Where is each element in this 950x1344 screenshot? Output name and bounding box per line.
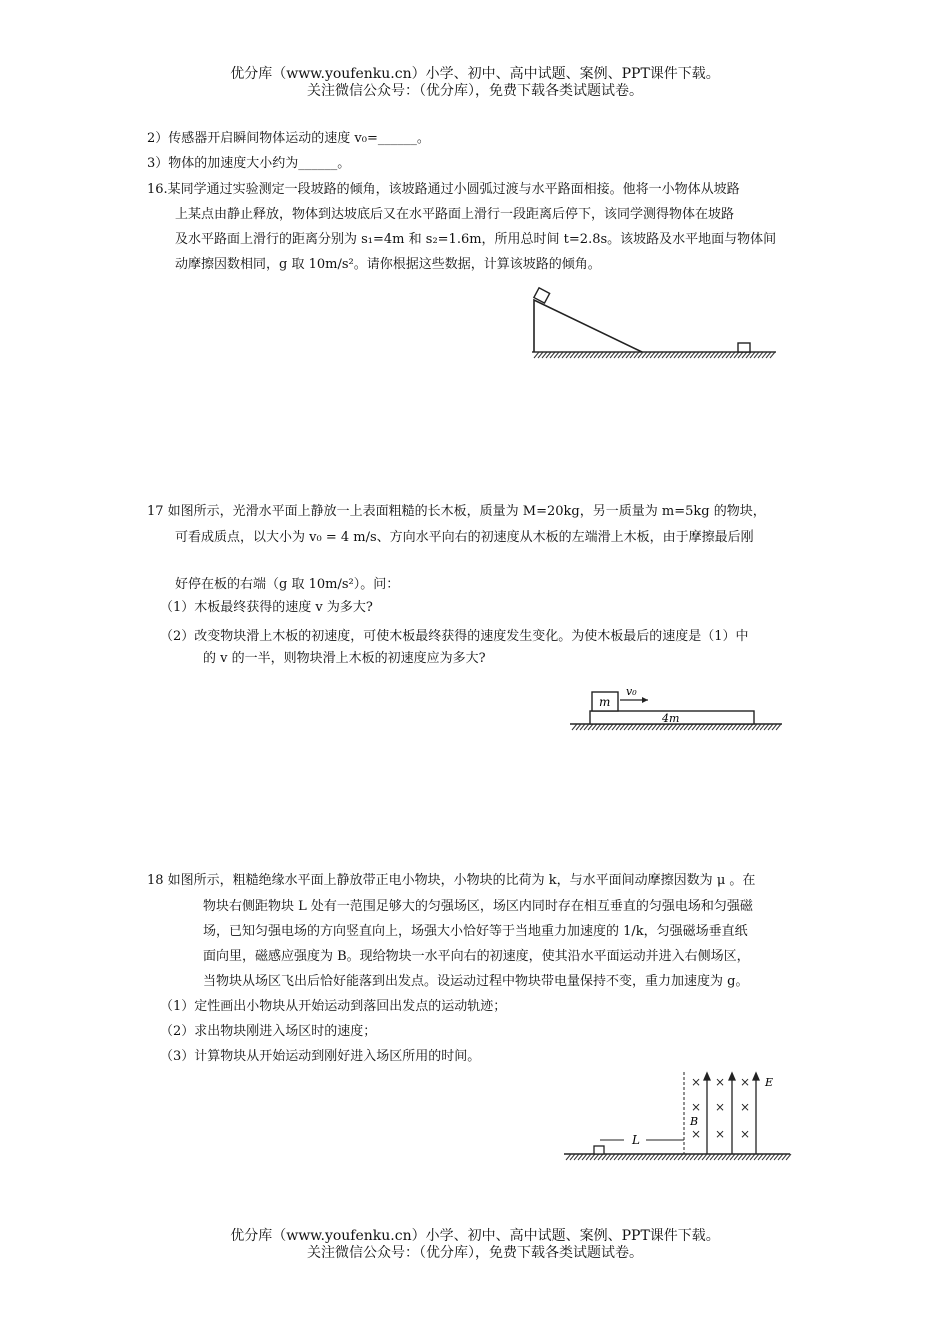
header-line-2: 关注微信公众号：（优分库），免费下载各类试题试卷。 [307,83,643,99]
q18-sub-2: （2）求出物块刚进入场区时的速度； [160,1024,377,1039]
q17-line-2: 可看成质点，以大小为 v₀ = 4 m/s、方向水平向右的初速度从木板的左端滑上木板，由于摩擦最后刚 [175,530,754,545]
velocity-label: v₀ [626,685,637,698]
magnetic-field-crosses [691,1075,750,1141]
svg-text:×: × [691,1075,702,1089]
svg-text:×: × [691,1127,702,1141]
q18-sub-3: （3）计算物块从开始运动到刚好进入场区所用的时间。 [160,1049,481,1064]
svg-text:×: × [715,1127,726,1141]
q17-sub-2a: （2）改变物块滑上木板的初速度，可使木板最终获得的速度发生变化。为使木板最后的速度是（1）中 [160,629,749,644]
electric-field-lines [704,1073,759,1154]
page-header [0,66,950,100]
q18-line-3: 场，已知匀强电场的方向竖直向上，场强大小恰好等于当地重力加速度的 1/k，匀强磁场垂直纸 [203,924,748,939]
svg-text:×: × [740,1127,751,1141]
board-length-label: 4m [662,712,680,725]
q18-sub-1: （1）定性画出小物块从开始运动到落回出发点的运动轨迹； [160,999,507,1014]
block-on-ground [738,343,750,352]
svg-text:×: × [691,1100,702,1114]
q17-line-3: 好停在板的右端（g 取 10m/s²）。问： [175,577,400,592]
q17-sub-1: （1）木板最终获得的速度 v 为多大? [160,600,373,615]
q15-sub2: 2）传感器开启瞬间物体运动的速度 v₀=______。 [147,131,430,146]
header-line-1: 优分库（www.youfenku.cn）小学、初中、高中试题、案例、PPT课件下载。 [230,66,720,82]
q18-line-5: 当物块从场区飞出后恰好能落到出发点。设运动过程中物块带电量保持不变，重力加速度为 g。 [203,974,749,989]
q16-line-2: 上某点由静止释放，物体到达坡底后又在水平路面上滑行一段距离后停下，该同学测得物体在坡路 [175,207,735,222]
svg-text:×: × [715,1100,726,1114]
q16-line-3: 及水平路面上滑行的距离分别为 s₁=4m 和 s₂=1.6m，所用总时间 t=2.8s。该坡路及水平地面与物体间 [175,232,777,247]
footer-line-1: 优分库（www.youfenku.cn）小学、初中、高中试题、案例、PPT课件下载。 [230,1228,720,1244]
electric-field-label: E [765,1076,774,1089]
footer-line-2: 关注微信公众号：（优分库），免费下载各类试题试卷。 [307,1245,643,1261]
svg-text:×: × [740,1100,751,1114]
block-label: m [599,695,611,709]
velocity-arrowhead [642,697,648,703]
incline-hatch [532,352,776,358]
svg-text:×: × [715,1075,726,1089]
q18-line-4: 面向里，磁感应强度为 B。现给物块一水平向右的初速度，使其沿水平面运动并进入右侧场区， [203,949,750,964]
board-figure [566,684,786,740]
q17-sub-2b: 的 v 的一半，则物块滑上木板的初速度应为多大? [203,651,486,666]
q18-line-1: 18 如图所示，粗糙绝缘水平面上静放带正电小物块，小物块的比荷为 k，与水平面间动摩擦因数为 μ 。在 [147,873,756,888]
q15-sub3: 3）物体的加速度大小约为______。 [147,156,351,171]
distance-label: L [632,1133,640,1147]
q17-line-1: 17 如图所示，光滑水平面上静放一上表面粗糙的长木板，质量为 M=20kg，另一质量为 m=5kg 的物块， [147,504,766,519]
q16-line-1: 16.某同学通过实验测定一段坡路的倾角，该坡路通过小圆弧过渡与水平路面相接。他将一小物体从坡路 [147,182,740,197]
page-footer [0,1228,950,1262]
magnetic-field-label: B [690,1115,699,1128]
q16-line-4: 动摩擦因数相同，g 取 10m/s²。请你根据这些数据，计算该坡路的倾角。 [175,257,601,272]
svg-text:×: × [740,1075,751,1089]
q18-line-2: 物块右侧距物块 L 处有一范围足够大的匀强场区，场区内同时存在相互垂直的匀强电场和匀强磁 [203,899,753,914]
incline-figure [522,282,782,372]
slope [534,300,642,352]
field-figure [562,1070,794,1166]
charged-block [594,1146,604,1154]
